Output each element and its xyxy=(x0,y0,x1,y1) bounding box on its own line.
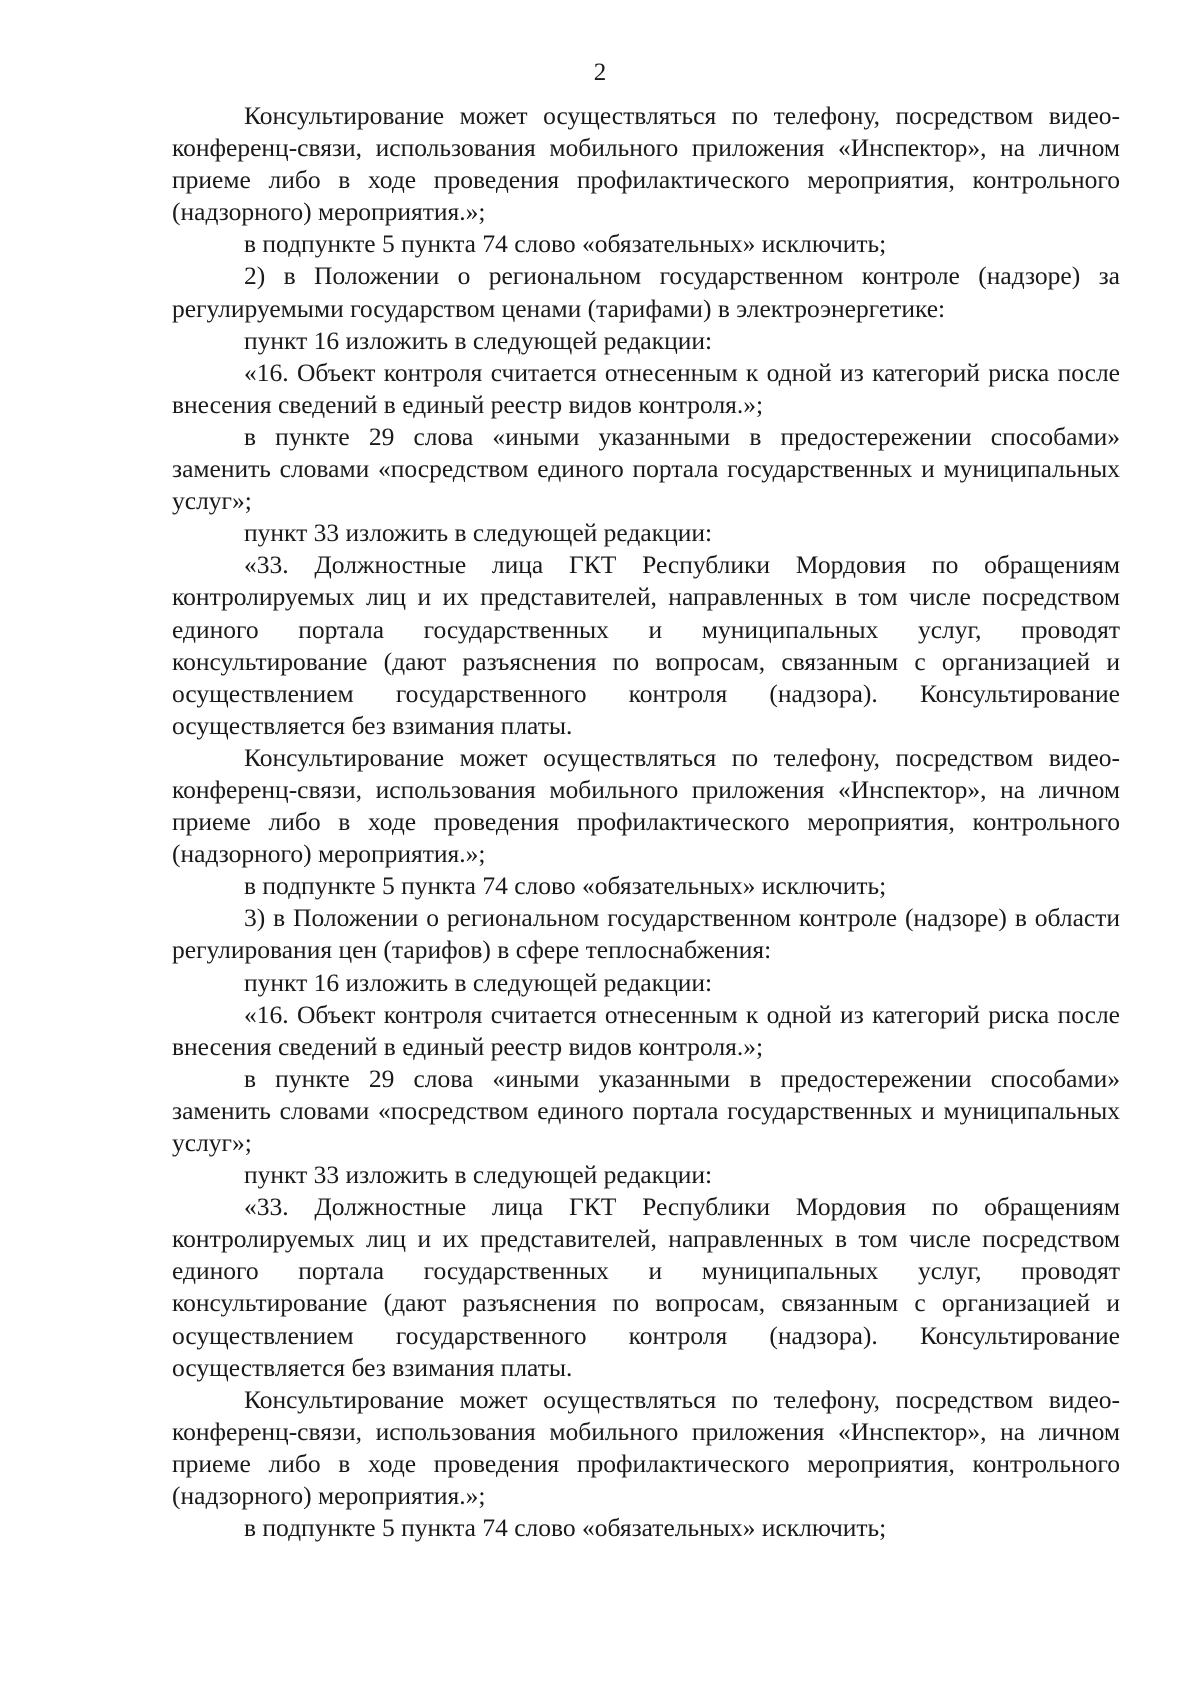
paragraph: «16. Объект контроля считается отнесенным к одной из категорий риска после внесения сведений в единый реестр видов контроля.»; xyxy=(172,357,1120,419)
paragraph: 2) в Положении о региональном государственном контроле (надзоре) за регулируемыми государством ценами (тарифами) в электроэнергетике: xyxy=(172,261,1120,323)
paragraph: «33. Должностные лица ГКТ Республики Мордовия по обращениям контролируемых лиц и их представителей, направленных в том числе посредством единого портала государственных и муниципальных услуг, проводят консультирование (дают разъяснения по вопросам, связанным с организацией и осуществлением государственного контроля (надзора). Консультирование осуществляется без взимания платы. xyxy=(172,550,1120,740)
paragraph: в пункте 29 слова «иными указанными в предостережении способами» заменить словами «посредством единого портала государственных и муниципальных услуг»; xyxy=(172,1063,1120,1157)
paragraph: «33. Должностные лица ГКТ Республики Мордовия по обращениям контролируемых лиц и их представителей, направленных в том числе посредством единого портала государственных и муниципальных услуг, проводят консультирование (дают разъяснения по вопросам, связанным с организацией и осуществлением государственного контроля (надзора). Консультирование осуществляется без взимания платы. xyxy=(172,1192,1120,1382)
paragraph: Консультирование может осуществляться по телефону, посредством видео-конференц-связи, использования мобильного приложения «Инспектор», на личном приеме либо в ходе проведения профилактического мероприятия, контрольного (надзорного) мероприятия.»; xyxy=(172,101,1120,227)
paragraph: в подпункте 5 пункта 74 слово «обязательных» исключить; xyxy=(244,229,887,259)
paragraph: пункт 33 изложить в следующей редакции: xyxy=(244,1160,713,1190)
paragraph: пункт 16 изложить в следующей редакции: xyxy=(244,325,713,355)
paragraph: в пункте 29 слова «иными указанными в предостережении способами» заменить словами «посредством единого портала государственных и муниципальных услуг»; xyxy=(172,421,1120,516)
paragraph: в подпункте 5 пункта 74 слово «обязательных» исключить; xyxy=(244,1513,887,1543)
paragraph: «16. Объект контроля считается отнесенным к одной из категорий риска после внесения сведений в единый реестр видов контроля.»; xyxy=(172,999,1120,1061)
paragraph: пункт 16 изложить в следующей редакции: xyxy=(244,967,713,997)
paragraph: 3) в Положении о региональном государственном контроле (надзоре) в области регулирования цен (тарифов) в сфере теплоснабжения: xyxy=(172,903,1120,965)
paragraph: пункт 33 изложить в следующей редакции: xyxy=(244,518,713,548)
page-number: 2 xyxy=(593,59,607,86)
paragraph: Консультирование может осуществляться по телефону, посредством видео-конференц-связи, использования мобильного приложения «Инспектор», на личном приеме либо в ходе проведения профилактического мероприятия, контрольного (надзорного) мероприятия.»; xyxy=(172,742,1120,869)
paragraph: Консультирование может осуществляться по телефону, посредством видео-конференц-связи, использования мобильного приложения «Инспектор», на личном приеме либо в ходе проведения профилактического мероприятия, контрольного (надзорного) мероприятия.»; xyxy=(172,1384,1120,1511)
document-body xyxy=(172,100,1120,1544)
paragraph: в подпункте 5 пункта 74 слово «обязательных» исключить; xyxy=(244,871,887,901)
